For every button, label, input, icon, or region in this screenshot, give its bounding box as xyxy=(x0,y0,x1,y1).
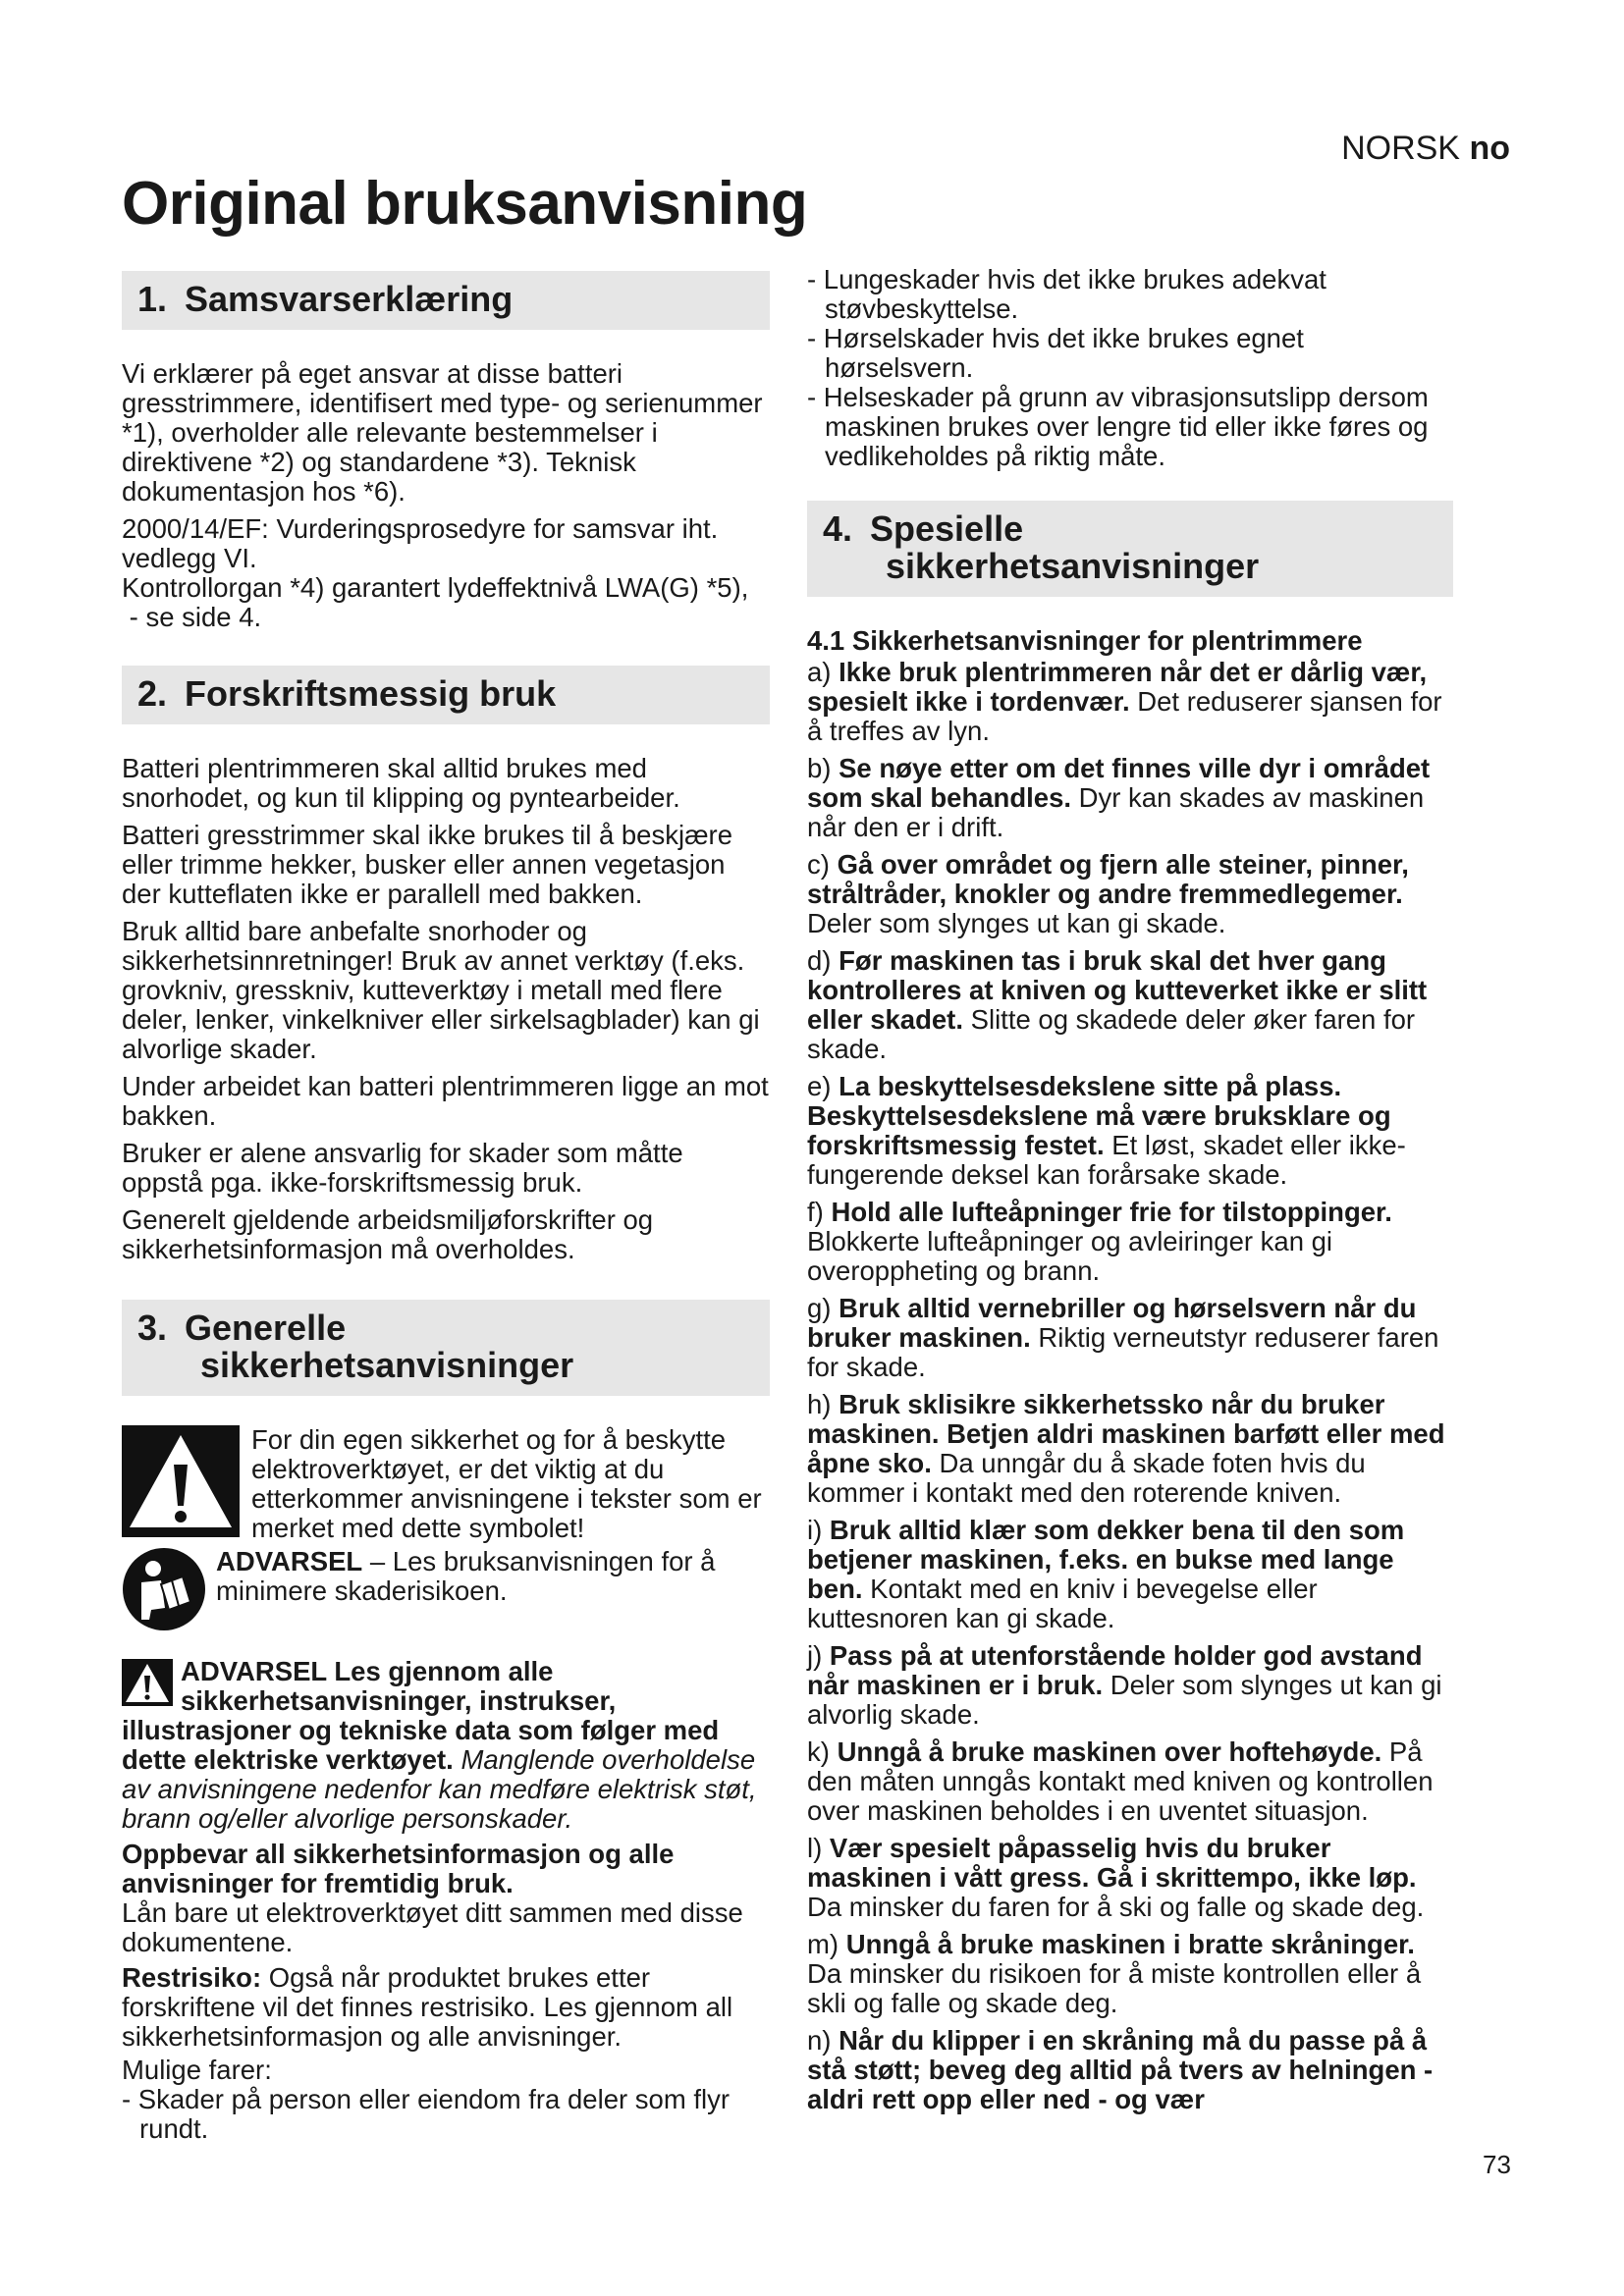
instruction-letter: f) xyxy=(807,1197,832,1227)
warning-triangle-icon xyxy=(122,1659,173,1706)
section-title-line2: sikkerhetsanvisninger xyxy=(200,1345,574,1385)
instruction-letter: j) xyxy=(807,1640,830,1671)
instruction-bold: Se nøye etter om det finnes ville dyr i området som skal behandles. xyxy=(807,753,1431,813)
symbol-explanation: For din egen sikkerhet og for å beskytte elektroverktøyet, er det viktig at du etterkommer anvisningene i tekster som er merket med dette symbolet! xyxy=(251,1424,762,1543)
instruction-letter: n) xyxy=(807,2025,839,2056)
instruction-letter: m) xyxy=(807,1929,846,1959)
instruction-letter: h) xyxy=(807,1389,839,1419)
instruction-bold: Bruk sklisikre sikkerhetssko når du bruker maskinen. Betjen aldri maskinen barføtt eller med åpne sko. xyxy=(807,1389,1445,1478)
instruction-letter: e) xyxy=(807,1071,839,1101)
instruction-text: Blokkerte lufteåpninger og avleiringer kan gi overoppheting og brann. xyxy=(807,1226,1333,1286)
paragraph: Under arbeidet kan batteri plentrimmeren ligge an mot bakken. xyxy=(122,1071,769,1131)
danger-item: - Skader på person eller eiendom fra deler som flyr rundt. xyxy=(122,2084,731,2144)
instruction-bold: Før maskinen tas i bruk skal det hver gang kontrolleres at kniven og kutteverket ikke er slitt eller skadet. xyxy=(807,945,1428,1035)
instruction-letter: k) xyxy=(807,1736,838,1767)
paragraph: Kontrollorgan *4) garantert lydeffektnivå LWA(G) *5), xyxy=(122,572,749,603)
paragraph: - se side 4. xyxy=(122,602,262,632)
safety-instruction xyxy=(807,1737,1455,1826)
page-title: Original bruksanvisning xyxy=(122,170,808,238)
instruction-bold: Når du klipper i en skråning må du passe på å stå støtt; beveg deg alltid på tvers av helningen - aldri rett opp eller ned - og vær xyxy=(807,2025,1434,2114)
paragraph: Bruker er alene ansvarlig for skader som måtte oppstå pga. ikke-forskriftsmessig bruk. xyxy=(122,1138,683,1198)
advarsel-general xyxy=(122,1657,770,1834)
safety-instruction xyxy=(807,1390,1455,1508)
section-number: 4. xyxy=(823,508,853,549)
instruction-text: Slitte og skadede deler øker faren for skade. xyxy=(807,1004,1416,1064)
instruction-text: Da minsker du faren for å ski og falle og skade deg. xyxy=(807,1892,1425,1922)
symbol-note xyxy=(122,1425,770,1543)
advarsel-label: ADVARSEL xyxy=(216,1546,363,1576)
instruction-letter: d) xyxy=(807,945,839,976)
advarsel-text: – Les bruksanvisningen for å minimere skaderisikoen. xyxy=(216,1546,716,1606)
paragraph: Batteri plentrimmeren skal alltid brukes med snorhodet, og kun til klipping og pyntearbeider. xyxy=(122,753,680,813)
section-title: Spesielle xyxy=(870,508,1024,549)
instruction-bold: Bruk alltid vernebriller og hørselsvern når du bruker maskinen. xyxy=(807,1293,1417,1353)
instruction-text: På den måten unngås kontakt med kniven og kontrollen over maskinen beholdes i en uventet situasjon. xyxy=(807,1736,1434,1826)
instruction-bold: Unngå å bruke maskinen over hoftehøyde. xyxy=(837,1736,1382,1767)
safety-instruction xyxy=(807,1198,1455,1286)
language-name: NORSK xyxy=(1341,130,1460,167)
section-number: 2. xyxy=(137,673,168,714)
safety-instruction xyxy=(807,1930,1455,2018)
instruction-bold: Hold alle lufteåpninger frie for tilstoppinger. xyxy=(831,1197,1392,1227)
language-label xyxy=(1341,130,1510,168)
read-manual-icon xyxy=(122,1547,206,1631)
instruction-text: Riktig verneutstyr reduserer faren for skade. xyxy=(807,1322,1439,1382)
warning-triangle-icon xyxy=(122,1425,240,1537)
instruction-text: Det reduserer sjansen for å treffes av lyn. xyxy=(807,686,1442,746)
section-title: Generelle xyxy=(185,1308,347,1348)
residual-risk xyxy=(122,1963,770,2052)
instruction-letter: g) xyxy=(807,1293,839,1323)
paragraph: Batteri gresstrimmer skal ikke brukes til å beskjære eller trimme hekker, busker eller annen vegetasjon der kutteflaten ikke er parallell med bakken. xyxy=(122,820,732,909)
right-column xyxy=(807,265,1455,2122)
safety-instruction xyxy=(807,1834,1455,1922)
danger-item: - Hørselskader hvis det ikke brukes egnet hørselsvern. xyxy=(807,323,1304,383)
section-title-line2: sikkerhetsanvisninger xyxy=(886,546,1260,586)
instruction-text: Et løst, skadet eller ikke-fungerende deksel kan forårsake skade. xyxy=(807,1130,1406,1190)
safety-instruction xyxy=(807,754,1455,842)
keep-instructions-text: Lån bare ut elektroverktøyet ditt sammen med disse dokumentene. xyxy=(122,1897,743,1957)
instruction-letter: i) xyxy=(807,1515,830,1545)
instruction-bold: La beskyttelsesdekslene sitte på plass. Beskyttelsesdekslene må være bruksklare og forskriftsmessig festet. xyxy=(807,1071,1391,1160)
advarsel-bold: ADVARSEL Les gjennom alle sikkerhetsanvisninger, instrukser, illustrasjoner og tekniske data som følger med dette elektriske verktøyet. xyxy=(122,1656,720,1775)
instruction-bold: Vær spesielt påpasselig hvis du bruker maskinen i vått gress. Gå i skrittempo, ikke løp. xyxy=(807,1833,1417,1893)
instruction-text: Da unngår du å skade foten hvis du kommer i kontakt med den roterende kniven. xyxy=(807,1448,1366,1508)
instruction-letter: b) xyxy=(807,753,839,783)
section-title: Forskriftsmessig bruk xyxy=(185,673,557,714)
language-code: no xyxy=(1469,130,1510,167)
section-4-heading xyxy=(807,501,1453,597)
instruction-bold: Gå over området og fjern alle steiner, pinner, stråltråder, knokler og andre fremmedlegemer. xyxy=(807,849,1409,909)
section-3-heading xyxy=(122,1300,770,1396)
keep-instructions-bold: Oppbevar all sikkerhetsinformasjon og alle anvisninger for fremtidig bruk. xyxy=(122,1839,675,1898)
instruction-bold: Pass på at utenforstående holder god avstand når maskinen er i bruk. xyxy=(807,1640,1423,1700)
safety-instruction xyxy=(807,1294,1455,1382)
paragraph: 2000/14/EF: Vurderingsprosedyre for samsvar iht. vedlegg VI. xyxy=(122,513,719,573)
instruction-text: Deler som slynges ut kan gi skade. xyxy=(807,908,1226,938)
left-column xyxy=(122,271,770,2144)
instruction-letter: l) xyxy=(807,1833,830,1863)
section-number: 1. xyxy=(137,279,168,319)
danger-item: - Helseskader på grunn av vibrasjonsutslipp dersom maskinen brukes over lengre tid eller ikke føres og vedlikeholdes på riktig måte. xyxy=(807,382,1429,471)
advarsel-italic: Manglende overholdelse av anvisningene nedenfor kan medføre elektrisk støt, brann og/eller alvorlige personskader. xyxy=(122,1744,757,1834)
paragraph: Bruk alltid bare anbefalte snorhoder og sikkerhetsinnretninger! Bruk av annet verktøy (f.eks. grovkniv, gresskniv, kutteverktøy i metall med flere deler, lenker, vinkelkniver eller sirkelsagblader) kan gi alvorlige skader. xyxy=(122,916,760,1064)
safety-instruction xyxy=(807,1641,1455,1730)
page-number: 73 xyxy=(1483,2150,1511,2179)
safety-instruction xyxy=(807,946,1455,1064)
section-number: 3. xyxy=(137,1308,168,1348)
instruction-bold: Unngå å bruke maskinen i bratte skråninger. xyxy=(845,1929,1415,1959)
instruction-text: Dyr kan skades av maskinen når den er i drift. xyxy=(807,782,1425,842)
instruction-bold: Bruk alltid klær som dekker bena til den som betjener maskinen, f.eks. en bukse med lange ben. xyxy=(807,1515,1405,1604)
instruction-bold: Ikke bruk plentrimmeren når det er dårlig vær, spesielt ikke i tordenvær. xyxy=(807,657,1428,717)
dangers-label: Mulige farer: xyxy=(122,2055,272,2085)
safety-instruction xyxy=(807,1072,1455,1190)
safety-instructions-list xyxy=(807,658,1455,2114)
paragraph: Generelt gjeldende arbeidsmiljøforskrifter og sikkerhetsinformasjon må overholdes. xyxy=(122,1204,654,1264)
residual-risk-label: Restrisiko: xyxy=(122,1962,262,1993)
instruction-text: Da minsker du risikoen for å miste kontrollen eller å skli og falle og skade deg. xyxy=(807,1958,1422,2018)
instruction-text: Deler som slynges ut kan gi alvorlig skade. xyxy=(807,1670,1442,1730)
section-2-heading xyxy=(122,666,770,724)
safety-instruction xyxy=(807,2026,1455,2114)
safety-instruction xyxy=(807,850,1455,938)
instruction-text: Kontakt med en kniv i bevegelse eller kuttesnoren kan gi skade. xyxy=(807,1574,1318,1633)
danger-item: - Lungeskader hvis det ikke brukes adekvat støvbeskyttelse. xyxy=(807,264,1326,324)
section-title: Samsvarserklæring xyxy=(185,279,514,319)
paragraph: Vi erklærer på eget ansvar at disse batteri gresstrimmere, identifisert med type- og serienummer *1), overholder alle relevante bestemmelser i direktivene *2) og standardene *3). Teknisk dokumentasjon hos *6). xyxy=(122,358,763,507)
safety-instruction xyxy=(807,658,1455,746)
instruction-letter: c) xyxy=(807,849,838,880)
safety-instruction xyxy=(807,1516,1455,1633)
instruction-letter: a) xyxy=(807,657,839,687)
advarsel-read-manual xyxy=(122,1547,770,1631)
section-1-heading xyxy=(122,271,770,330)
subsection-heading: 4.1 Sikkerhetsanvisninger for plentrimmere xyxy=(807,625,1363,656)
residual-risk-text: Også når produktet brukes etter forskriftene vil det finnes restrisiko. Les gjennom all sikkerhetsinformasjon og alle anvisninger. xyxy=(122,1962,733,2052)
